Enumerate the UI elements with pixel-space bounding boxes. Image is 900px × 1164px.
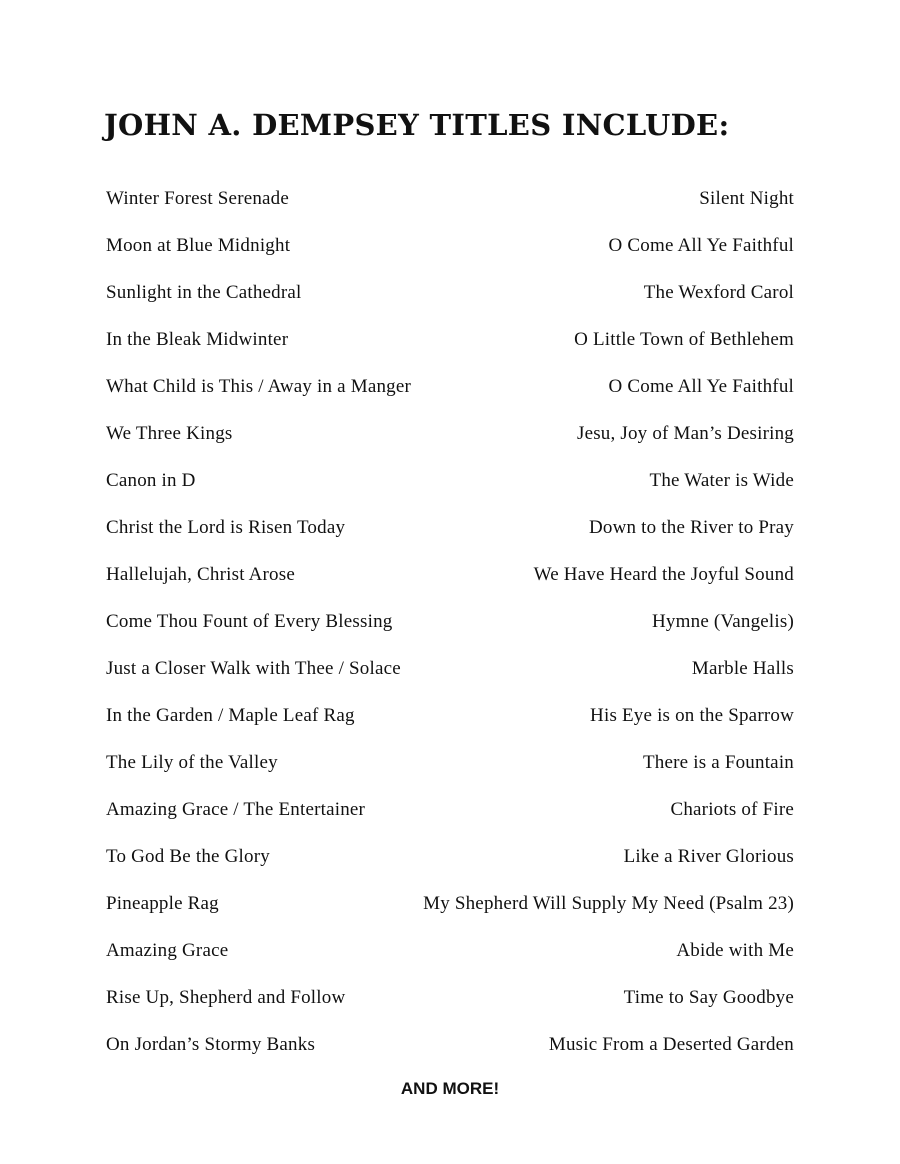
right-title: O Come All Ye Faithful [608,376,794,397]
title-row [106,892,794,939]
left-title: The Lily of the Valley [106,752,278,773]
right-title: Hymne (Vangelis) [652,611,794,632]
right-title: The Wexford Carol [643,282,794,303]
title-row [106,375,794,422]
left-title: Amazing Grace / The Entertainer [106,799,366,820]
title-row [106,610,794,657]
left-title: In the Bleak Midwinter [106,329,289,350]
right-title: Time to Say Goodbye [623,987,794,1008]
title-row [106,187,794,234]
title-row [106,563,794,610]
title-row [106,469,794,516]
right-title: Marble Halls [691,658,794,679]
title-row [106,939,794,986]
title-row [106,1033,794,1080]
title-row [106,657,794,704]
left-title: Moon at Blue Midnight [106,235,291,256]
left-title: Christ the Lord is Risen Today [106,517,346,538]
and-more-footer: AND MORE! [400,1079,500,1098]
title-row [106,845,794,892]
right-title: O Come All Ye Faithful [608,235,794,256]
title-row [106,328,794,375]
left-title: To God Be the Glory [106,846,270,867]
left-title: Pineapple Rag [106,893,219,914]
left-title: Canon in D [106,470,196,491]
left-title: Just a Closer Walk with Thee / Solace [106,658,401,679]
right-title: Jesu, Joy of Man’s Desiring [576,423,794,444]
title-row [106,751,794,798]
right-title: His Eye is on the Sparrow [590,705,794,726]
left-title: In the Garden / Maple Leaf Rag [106,705,355,726]
left-title: Winter Forest Serenade [106,188,290,209]
left-title: Rise Up, Shepherd and Follow [106,987,346,1008]
right-title: O Little Town of Bethlehem [574,329,794,350]
left-title: On Jordan’s Stormy Banks [106,1034,316,1055]
title-row [106,281,794,328]
right-title: Chariots of Fire [670,799,794,820]
left-title: Hallelujah, Christ Arose [106,564,295,585]
left-title: Come Thou Fount of Every Blessing [106,611,393,632]
titles-list [106,187,794,1080]
left-title: Amazing Grace [106,940,229,961]
right-title: Music From a Deserted Garden [548,1034,794,1055]
title-row [106,798,794,845]
left-title: What Child is This / Away in a Manger [106,376,412,397]
right-title: Silent Night [699,188,794,209]
left-title: Sunlight in the Cathedral [106,282,302,303]
right-title: Down to the River to Pray [588,517,794,538]
right-title: Abide with Me [676,940,794,961]
page-heading: JOHN A. DEMPSEY TITLES INCLUDE: [104,108,730,142]
title-row [106,234,794,281]
right-title: My Shepherd Will Supply My Need (Psalm 23) [423,893,794,914]
right-title: We Have Heard the Joyful Sound [533,564,794,585]
title-row [106,422,794,469]
title-row [106,704,794,751]
title-row [106,986,794,1033]
right-title: There is a Fountain [642,752,794,773]
right-title: The Water is Wide [649,470,794,491]
title-row [106,516,794,563]
right-title: Like a River Glorious [623,846,794,867]
left-title: We Three Kings [106,423,233,444]
